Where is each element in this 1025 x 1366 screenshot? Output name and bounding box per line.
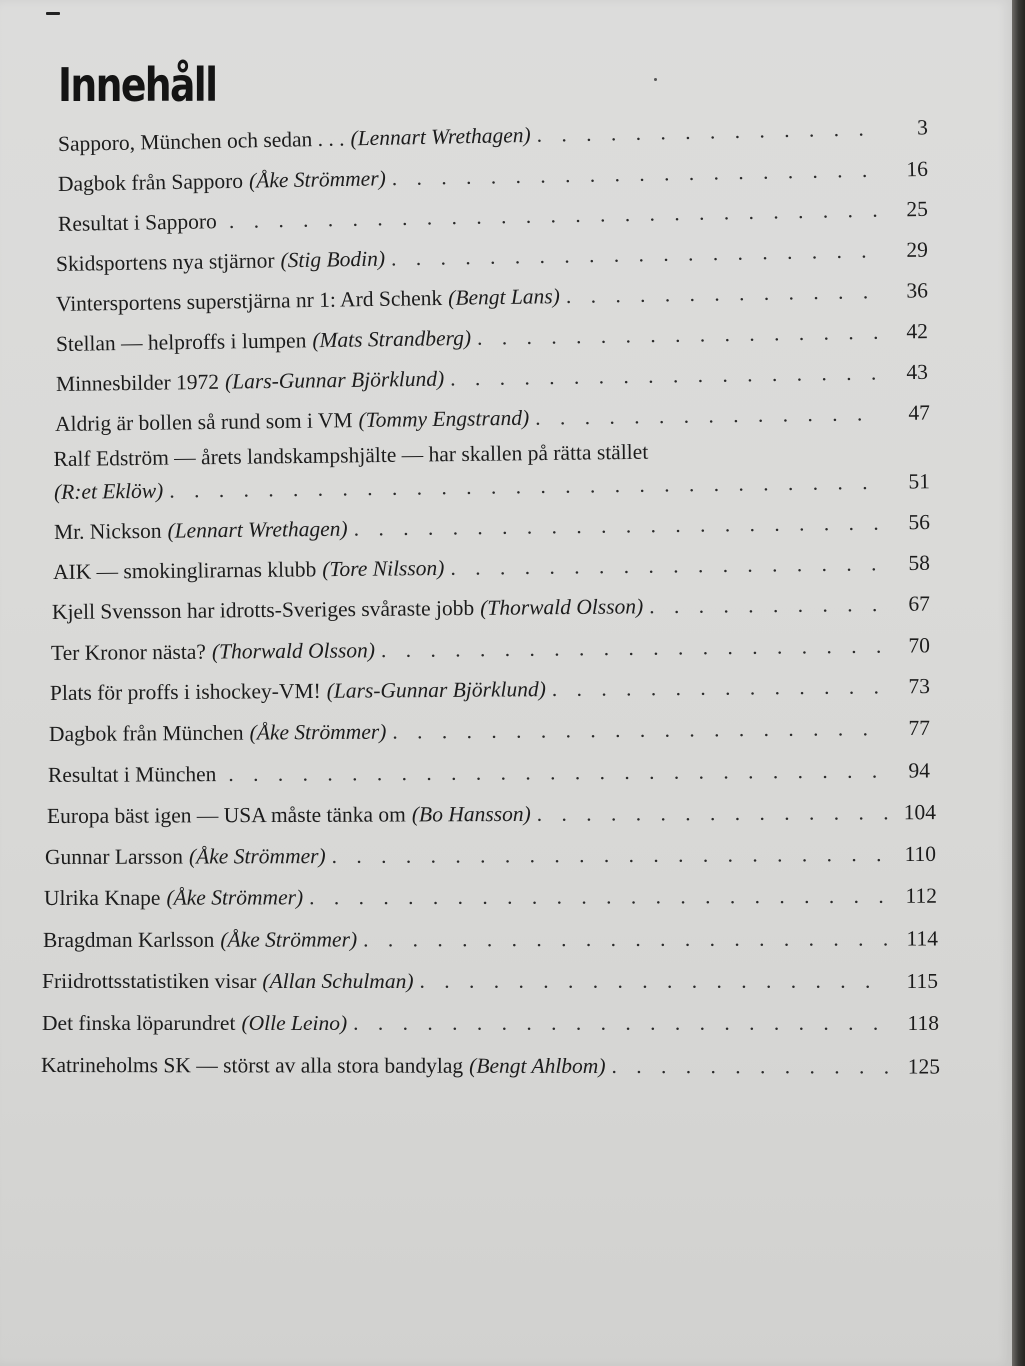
- entry-title: Aldrig är bollen så rund som i VM: [54, 408, 353, 436]
- entry-title: Europa bäst igen — USA måste tänka om: [46, 802, 406, 828]
- dot-leader: [228, 759, 882, 787]
- dot-leader: [229, 198, 880, 234]
- entry-author: (Bengt Ahlbom): [469, 1053, 606, 1078]
- entry-page-number: 112: [905, 883, 938, 908]
- toc-entry: [55, 401, 930, 437]
- entry-page-number: 42: [906, 319, 929, 344]
- toc-entry: [42, 1011, 939, 1036]
- entry-page-number: 16: [906, 156, 929, 182]
- entry-title: Bragdman Karlsson: [42, 927, 215, 952]
- dot-leader: [649, 592, 882, 619]
- toc-entry: [43, 926, 938, 953]
- entry-page-number: 104: [903, 800, 937, 825]
- entry-page-number: 43: [906, 359, 929, 385]
- dot-leader: [419, 969, 890, 994]
- entry-title: Minnesbilder 1972: [55, 369, 220, 396]
- toc-entry: [56, 278, 928, 317]
- dot-leader: [537, 800, 888, 827]
- entry-title: Resultat i München: [47, 762, 217, 787]
- toc-entry: [53, 551, 930, 585]
- toc-entry: [52, 592, 930, 625]
- entry-author: (Allan Schulman): [262, 969, 414, 993]
- toc-entry: [45, 842, 936, 870]
- dot-leader: [353, 1011, 891, 1036]
- dot-leader: [450, 360, 880, 391]
- dot-leader: [392, 716, 882, 744]
- entry-author: (Åke Strömmer): [220, 927, 358, 952]
- dot-leader: [353, 511, 882, 542]
- entry-page-number: 94: [908, 758, 931, 783]
- entry-title: Plats för proffs i ishockey-VM!: [49, 678, 321, 705]
- dot-leader: [566, 279, 880, 309]
- entry-title: Kjell Svensson har idrotts-Sveriges svåraste jobb: [51, 595, 475, 624]
- entry-page-number: 70: [908, 633, 931, 658]
- entry-page-number: 3: [916, 115, 929, 140]
- entry-title: Gunnar Larsson: [44, 844, 183, 869]
- dot-leader: [611, 1054, 892, 1079]
- entry-author: (Åke Strömmer): [248, 166, 386, 193]
- toc-entry: [56, 319, 928, 357]
- entry-author: (Lennart Wrethagen): [167, 516, 348, 543]
- entry-title: Sapporo, München och sedan . . .: [57, 126, 345, 156]
- toc-entry: [58, 157, 928, 197]
- toc-entry: [53, 439, 931, 505]
- dot-leader: [332, 842, 888, 869]
- toc-entry: [56, 360, 928, 397]
- toc-entry: [48, 758, 930, 788]
- dot-leader: [536, 116, 880, 148]
- toc-entry: [49, 716, 930, 747]
- toc-entry: [56, 238, 928, 277]
- entry-title: Skidsportens nya stjärnor: [55, 248, 275, 276]
- entry-page-number: 118: [907, 1011, 939, 1035]
- dot-leader: [535, 401, 882, 431]
- dot-leader: [450, 551, 882, 581]
- entry-title: Dagbok från München: [48, 720, 244, 746]
- entry-author: (Lars-Gunnar Björklund): [224, 366, 445, 394]
- entry-author: (Åke Strömmer): [188, 844, 326, 869]
- entry-title: Stellan — helproffs i lumpen: [55, 328, 307, 356]
- paper-speck: [46, 12, 60, 15]
- toc-entry: [51, 633, 930, 666]
- dot-leader: [477, 320, 880, 351]
- toc-entry: [54, 510, 930, 545]
- entry-author: (Thorwald Olsson): [211, 638, 376, 664]
- entry-title: Katrineholms SK — störst av alla stora bandylag: [40, 1053, 464, 1078]
- entry-author: (Stig Bodin): [280, 246, 386, 273]
- entry-author: (Thorwald Olsson): [480, 594, 644, 620]
- toc-entry: [42, 969, 938, 994]
- dot-leader: [363, 927, 890, 953]
- entry-page-number: 51: [908, 469, 931, 494]
- entry-title: Resultat i Sapporo: [57, 209, 218, 236]
- entry-title: Mr. Nickson: [53, 518, 162, 544]
- dot-leader: [381, 634, 882, 663]
- entry-page-number: 110: [904, 841, 937, 866]
- entry-page-number: 67: [908, 591, 931, 616]
- entry-page-number: 115: [906, 969, 938, 993]
- entry-page-number: 77: [908, 715, 931, 740]
- entry-title: AIK — smokinglirarnas klubb: [52, 557, 317, 584]
- paper-speck: [654, 78, 657, 81]
- entry-author: (Åke Strömmer): [166, 885, 304, 910]
- entry-page-number: 36: [906, 278, 929, 303]
- entry-page-number: 58: [908, 550, 931, 576]
- toc-entry: [50, 674, 930, 706]
- entry-title: Det finska löparundret: [42, 1011, 236, 1035]
- entry-author: (Tommy Engstrand): [358, 405, 530, 433]
- dot-leader: [391, 238, 880, 271]
- entry-author: (Lennart Wrethagen): [350, 122, 531, 151]
- toc-entry: [44, 884, 937, 911]
- entry-page-number: 125: [907, 1054, 941, 1079]
- dot-leader: [309, 884, 889, 911]
- entry-title: Ulrika Knape: [43, 885, 161, 910]
- toc-entry: [58, 115, 928, 157]
- page-title: Innehåll: [58, 58, 217, 112]
- entry-title: Dagbok från Sapporo: [57, 168, 244, 196]
- entry-title: Ter Kronor nästa?: [50, 639, 207, 665]
- entry-page-number: 56: [908, 510, 931, 535]
- toc-entry: [47, 800, 936, 829]
- toc-entry: [41, 1053, 940, 1080]
- entry-page-number: 29: [906, 237, 929, 262]
- entry-page-number: 114: [906, 926, 939, 951]
- entry-author: (Mats Strandberg): [312, 325, 472, 353]
- page-edge-shadow: [1012, 0, 1025, 1366]
- entry-page-number: 47: [908, 400, 931, 425]
- entry-author: (Tore Nilsson): [322, 555, 445, 582]
- entry-title: Vintersportens superstjärna nr 1: Ard Schenk: [55, 285, 443, 316]
- entry-page-number: 25: [906, 196, 929, 222]
- entry-title: Ralf Edström — årets landskampshjälte — har skallen på rätta stället: [53, 439, 649, 472]
- entry-page-number: 73: [908, 674, 931, 699]
- entry-author: (Åke Strömmer): [249, 719, 387, 745]
- entry-author: (Bengt Lans): [447, 284, 561, 310]
- entry-author: (Lars-Gunnar Björklund): [326, 677, 546, 703]
- entry-title: Friidrottsstatistiken visar: [42, 969, 257, 993]
- dot-leader: [392, 158, 881, 192]
- entry-author: (R:et Eklöw): [53, 478, 164, 504]
- entry-author: (Bo Hansson): [411, 801, 531, 827]
- toc-entry: [58, 197, 928, 237]
- dot-leader: [169, 470, 882, 504]
- entry-author: (Olle Leino): [241, 1011, 348, 1035]
- dot-leader: [552, 674, 882, 702]
